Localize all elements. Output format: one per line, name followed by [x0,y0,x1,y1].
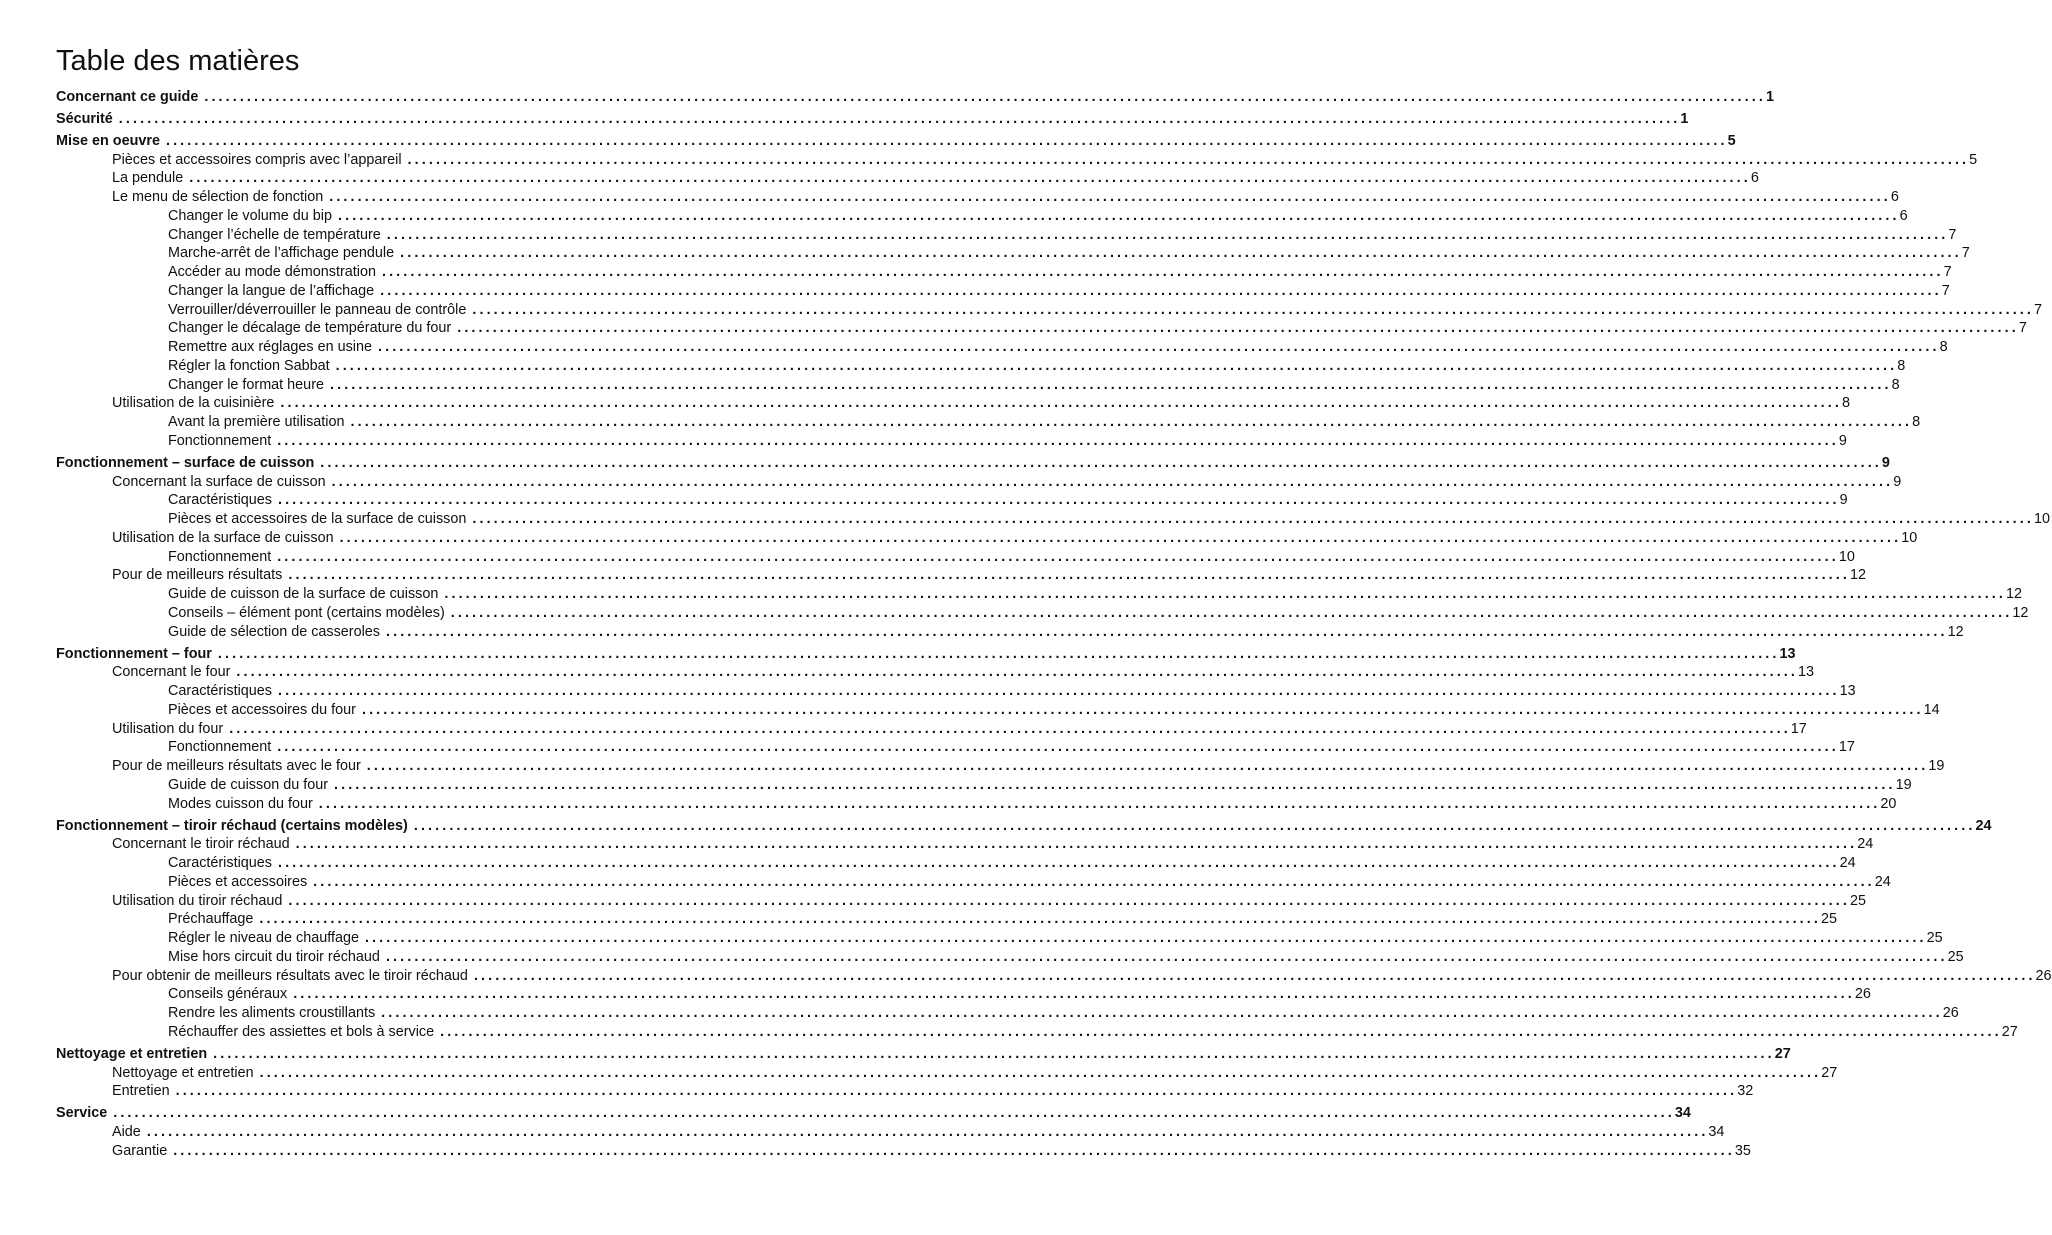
toc-entry [168,701,1940,719]
toc-entry-label: Changer le volume du bip [168,207,332,224]
toc-entry [168,432,1847,450]
toc-entry [168,1004,1959,1022]
toc-page-number: 17 [1790,720,1807,737]
toc-leader-dots: ............................................................................................................................................................................................................................ [385,948,1948,965]
toc-page-number: 20 [1880,795,1897,812]
toc-entry [112,757,1945,775]
toc-leader-dots: ............................................................................................................................................................................................................................ [288,567,1850,584]
toc-page-number: 32 [1737,1083,1754,1100]
toc-entry-label: Réchauffer des assiettes et bols à service [168,1023,435,1040]
toc-entry [112,835,1874,853]
toc-page-number: 6 [1750,170,1759,187]
toc-page-number: 12 [2006,586,2023,603]
toc-entry [112,892,1866,910]
toc-leader-dots: ............................................................................................................................................................................................................................ [146,1123,1709,1140]
toc-leader-dots: ............................................................................................................................................................................................................................ [229,720,1791,737]
toc-leader-dots: ............................................................................................................................................................................................................................ [378,339,1940,356]
toc-entry-label: Fonctionnement [168,739,272,756]
toc-entry [112,169,1759,187]
toc-leader-dots: ............................................................................................................................................................................................................................ [386,226,1949,243]
toc-page-number: 24 [1874,873,1891,890]
toc-entry-label: Fonctionnement – four [56,645,212,662]
toc-leader-dots: ............................................................................................................................................................................................................................ [318,795,1881,812]
toc-entry-label: Concernant la surface de cuisson [112,473,326,490]
toc-entry-label: Nettoyage et entretien [56,1045,208,1062]
toc-leader-dots: ............................................................................................................................................................................................................................ [236,664,1799,681]
toc-leader-dots: ............................................................................................................................................................................................................................ [339,529,1902,546]
toc-leader-dots: ............................................................................................................................................................................................................................ [165,132,1728,149]
toc-page-number: 7 [2034,301,2043,318]
toc-leader-dots: ............................................................................................................................................................................................................................ [472,511,2034,528]
toc-leader-dots: ............................................................................................................................................................................................................................ [259,1064,1822,1081]
toc-entry [168,873,1891,891]
toc-entry-label: Utilisation du four [112,720,224,737]
toc-entry-label: Caractéristiques [168,855,272,871]
toc-entry [168,510,2050,528]
toc-entry [168,413,1921,431]
toc-entry-label: Pour de meilleurs résultats [112,567,283,584]
toc-entry [112,151,1978,169]
toc-entry [168,929,1943,947]
toc-leader-dots: ............................................................................................................................................................................................................................ [213,1045,1775,1062]
toc-page-number: 25 [1849,892,1866,909]
toc-page-number: 5 [1969,151,1978,168]
toc-entry-label: Entretien [112,1083,170,1100]
toc-entry-label: Mise hors circuit du tiroir réchaud [168,948,380,965]
toc-page-number: 10 [1838,548,1855,565]
toc-leader-dots: ............................................................................................................................................................................................................................ [204,89,1766,105]
toc-page-number: 8 [1841,395,1850,412]
toc-page-number: 6 [1890,189,1899,206]
toc-page-number: 7 [1948,226,1957,243]
toc-section [56,1045,1791,1063]
toc-entry-label: Pièces et accessoires de la surface de cuisson [168,511,467,528]
toc-page-number: 7 [2018,320,2027,337]
toc-section [56,1104,1691,1122]
toc-page-number: 5 [1727,132,1736,149]
toc-entry [112,188,1899,206]
toc-entry [168,585,2023,603]
toc-leader-dots: ............................................................................................................................................................................................................................ [381,1005,1943,1021]
toc-page-number: 17 [1838,739,1855,756]
toc-page-number: 25 [1926,930,1943,946]
toc-entry-label: Nettoyage et entretien [112,1064,254,1081]
toc-leader-dots: ............................................................................................................................................................................................................................ [288,892,1850,909]
toc-entry-label: Changer la langue de l’affichage [168,282,375,299]
toc-page-number: 8 [1912,414,1921,431]
toc-entry [168,948,1964,966]
toc-leader-dots: ............................................................................................................................................................................................................................ [334,776,1896,793]
toc-leader-dots: ............................................................................................................................................................................................................................ [259,911,1821,928]
toc-entry-label: Changer l’échelle de température [168,226,381,243]
toc-leader-dots: ............................................................................................................................................................................................................................ [295,836,1858,853]
toc-page-number: 9 [1881,454,1890,471]
toc-leader-dots: ............................................................................................................................................................................................................................ [293,986,1855,1003]
toc-entry [168,244,1970,262]
toc-page-number: 27 [2001,1023,2018,1040]
toc-leader-dots: ............................................................................................................................................................................................................................ [330,376,1892,393]
toc-section [56,110,1689,128]
toc-page-number: 13 [1839,683,1856,699]
toc-page-number: 6 [1899,207,1908,224]
toc-entry-label: Rendre les aliments croustillants [168,1005,376,1021]
toc-entry-label: Conseils – élément pont (certains modèles) [168,604,445,621]
toc-leader-dots: ............................................................................................................................................................................................................................ [217,645,1780,662]
toc-entry-label: Concernant le four [112,664,231,681]
toc-entry [112,1064,1838,1082]
toc-leader-dots: ............................................................................................................................................................................................................................ [175,1083,1738,1100]
toc-page-number: 7 [1941,282,1950,299]
toc-section [56,132,1736,150]
toc-entry [168,207,1908,225]
toc-page-number: 8 [1939,339,1948,356]
toc-leader-dots: ............................................................................................................................................................................................................................ [277,739,1839,756]
toc-page-number: 13 [1779,645,1796,662]
toc-entry [112,1142,1751,1160]
toc-entry-label: Fonctionnement [168,432,272,449]
toc-page-number: 26 [2035,967,2052,984]
toc-leader-dots: ............................................................................................................................................................................................................................ [380,282,1942,299]
toc-entry [168,910,1837,928]
toc-entry-label: Pièces et accessoires du four [168,701,356,718]
toc-entry [112,1082,1754,1100]
toc-page-number: 1 [1765,89,1774,105]
toc-entry-label: Utilisation de la cuisinière [112,395,275,412]
toc-entry-label: Accéder au mode démonstration [168,264,376,281]
toc-page-number: 9 [1838,432,1847,449]
toc-page-number: 25 [1947,948,1964,965]
toc-entry [168,604,2029,622]
toc-leader-dots: ............................................................................................................................................................................................................................ [472,301,2034,318]
toc-leader-dots: ............................................................................................................................................................................................................................ [113,1105,1675,1122]
toc-leader-dots: ............................................................................................................................................................................................................................ [189,170,1751,187]
toc-entry-label: Conseils généraux [168,986,288,1003]
toc-leader-dots: ............................................................................................................................................................................................................................ [386,623,1948,640]
toc-entry [168,263,1952,281]
toc-entry [112,473,1902,491]
toc-entry-label: Guide de sélection de casseroles [168,623,380,640]
toc-page-number: 8 [1897,357,1906,374]
toc-entry-label: Fonctionnement [168,548,272,565]
toc-page-number: 12 [1849,567,1866,584]
toc-page-number: 10 [2033,511,2050,528]
toc-leader-dots: ............................................................................................................................................................................................................................ [350,414,1913,431]
toc-page-number: 26 [1854,986,1871,1003]
toc-leader-dots: ............................................................................................................................................................................................................................ [277,683,1840,699]
toc-leader-dots: ............................................................................................................................................................................................................................ [118,111,1681,127]
toc-leader-dots: ............................................................................................................................................................................................................................ [277,855,1840,871]
toc-page-number: 24 [1975,817,1992,834]
toc-leader-dots: ............................................................................................................................................................................................................................ [407,151,1970,168]
toc-leader-dots: ............................................................................................................................................................................................................................ [361,701,1924,718]
toc-entry-label: Modes cuisson du four [168,795,313,812]
toc-page-number: 26 [1942,1005,1959,1021]
toc-entry-label: Guide de cuisson du four [168,776,328,793]
toc-entry [168,548,1855,566]
toc-entry-label: Pièces et accessoires compris avec l’appareil [112,151,402,168]
toc-entry-label: Changer le format heure [168,376,324,393]
toc-page-number: 12 [2012,604,2029,621]
toc-entry [168,623,1964,641]
toc-page-number: 7 [1961,245,1970,262]
toc-leader-dots: ............................................................................................................................................................................................................................ [277,492,1840,509]
toc-entry [168,376,1900,394]
toc-leader-dots: ............................................................................................................................................................................................................................ [440,1023,2002,1040]
toc-page-number: 35 [1734,1142,1751,1159]
toc-entry [168,338,1948,356]
toc-entry-label: Marche-arrêt de l’affichage pendule [168,245,395,262]
toc-entry-label: Aide [112,1123,141,1140]
toc-page-number: 9 [1839,492,1848,509]
toc-entry-label: Concernant ce guide [56,89,199,105]
toc-entry-label: Remettre aux réglages en usine [168,339,372,356]
toc-entry-label: Pièces et accessoires [168,873,308,890]
toc-entry [112,1123,1725,1141]
toc-leader-dots: ............................................................................................................................................................................................................................ [320,454,1882,471]
toc-entry-label: Fonctionnement – surface de cuisson [56,454,315,471]
toc-leader-dots: ............................................................................................................................................................................................................................ [364,930,1927,946]
toc-page-number: 12 [1947,623,1964,640]
toc-leader-dots: ............................................................................................................................................................................................................................ [335,357,1898,374]
toc-page-number: 19 [1895,776,1912,793]
toc-leader-dots: ............................................................................................................................................................................................................................ [338,207,1900,224]
toc-entry [168,985,1871,1003]
toc-entry [168,795,1897,813]
toc-leader-dots: ............................................................................................................................................................................................................................ [473,967,2036,984]
toc-leader-dots: ............................................................................................................................................................................................................................ [400,245,1962,262]
toc-entry-label: Utilisation du tiroir réchaud [112,892,283,909]
toc-section [56,88,1774,106]
toc-section [56,817,1992,835]
toc-entry-label: Mise en oeuvre [56,132,160,149]
toc-page-number: 8 [1891,376,1900,393]
toc-entry [168,854,1856,872]
toc-entry [168,301,2043,319]
toc-entry-label: Sécurité [56,111,113,127]
toc-page-number: 27 [1774,1045,1791,1062]
toc-entry-label: Caractéristiques [168,683,272,699]
toc-entry-label: Garantie [112,1142,168,1159]
toc-entry-label: Fonctionnement – tiroir réchaud (certains modèles) [56,817,408,834]
toc-entry-label: Avant la première utilisation [168,414,345,431]
toc-leader-dots: ............................................................................................................................................................................................................................ [413,817,1976,834]
toc-leader-dots: ............................................................................................................................................................................................................................ [331,473,1894,490]
toc-entry [112,967,2052,985]
toc-section [56,454,1890,472]
toc-page-number: 27 [1821,1064,1838,1081]
toc-leader-dots: ............................................................................................................................................................................................................................ [277,548,1839,565]
toc-entry [168,226,1957,244]
toc-leader-dots: ............................................................................................................................................................................................................................ [313,873,1875,890]
toc-leader-dots: ............................................................................................................................................................................................................................ [381,264,1944,281]
toc-leader-dots: ............................................................................................................................................................................................................................ [444,586,2006,603]
toc-entry-label: Régler la fonction Sabbat [168,357,330,374]
toc-entry [168,776,1912,794]
toc-page-number: 7 [1943,264,1952,281]
toc-entry-label: Caractéristiques [168,492,272,509]
toc-page-number: 9 [1893,473,1902,490]
toc-entry [112,720,1807,738]
toc-leader-dots: ............................................................................................................................................................................................................................ [329,189,1891,206]
toc-entry-label: Concernant le tiroir réchaud [112,836,290,853]
toc-page-number: 1 [1680,111,1689,127]
toc-entry [168,491,1848,509]
toc-page-number: 24 [1839,855,1856,871]
toc-entry [112,394,1850,412]
toc-entry [168,738,1855,756]
toc-page-number: 34 [1674,1105,1691,1122]
toc-page-number: 10 [1901,529,1918,546]
toc-entry [112,566,1866,584]
toc-leader-dots: ............................................................................................................................................................................................................................ [173,1142,1735,1159]
toc-entry-label: Changer le décalage de température du four [168,320,452,337]
toc-section [56,645,1796,663]
toc-entry-label: Pour de meilleurs résultats avec le four [112,758,361,774]
toc-entry [168,682,1856,700]
toc-entry [168,282,1950,300]
toc-entry-label: Verrouiller/déverrouiller le panneau de contrôle [168,301,467,318]
toc-leader-dots: ............................................................................................................................................................................................................................ [277,432,1839,449]
toc-page-number: 19 [1928,758,1945,774]
toc-entry [168,357,1906,375]
toc-entry-label: Préchauffage [168,911,254,928]
toc-entry [112,529,1918,547]
toc-page-number: 34 [1708,1123,1725,1140]
toc-entry-label: La pendule [112,170,184,187]
toc-entry [168,319,2027,337]
toc-entry-label: Utilisation de la surface de cuisson [112,529,334,546]
toc-entry-label: Guide de cuisson de la surface de cuisson [168,586,439,603]
page-title: Table des matières [56,45,300,77]
toc-leader-dots: ............................................................................................................................................................................................................................ [457,320,2019,337]
toc-leader-dots: ............................................................................................................................................................................................................................ [366,758,1929,774]
toc-entry-label: Le menu de sélection de fonction [112,189,324,206]
toc-entry-label: Service [56,1105,108,1122]
toc-entry [112,663,1815,681]
toc-page-number: 14 [1923,701,1940,718]
toc-leader-dots: ............................................................................................................................................................................................................................ [280,395,1842,412]
toc-page-number: 13 [1798,664,1815,681]
toc-leader-dots: ............................................................................................................................................................................................................................ [450,604,2013,621]
toc-entry-label: Régler le niveau de chauffage [168,930,359,946]
toc-entry-label: Pour obtenir de meilleurs résultats avec le tiroir réchaud [112,967,468,984]
toc-page-number: 25 [1820,911,1837,928]
toc-entry [168,1023,2018,1041]
toc-page-number: 24 [1857,836,1874,853]
